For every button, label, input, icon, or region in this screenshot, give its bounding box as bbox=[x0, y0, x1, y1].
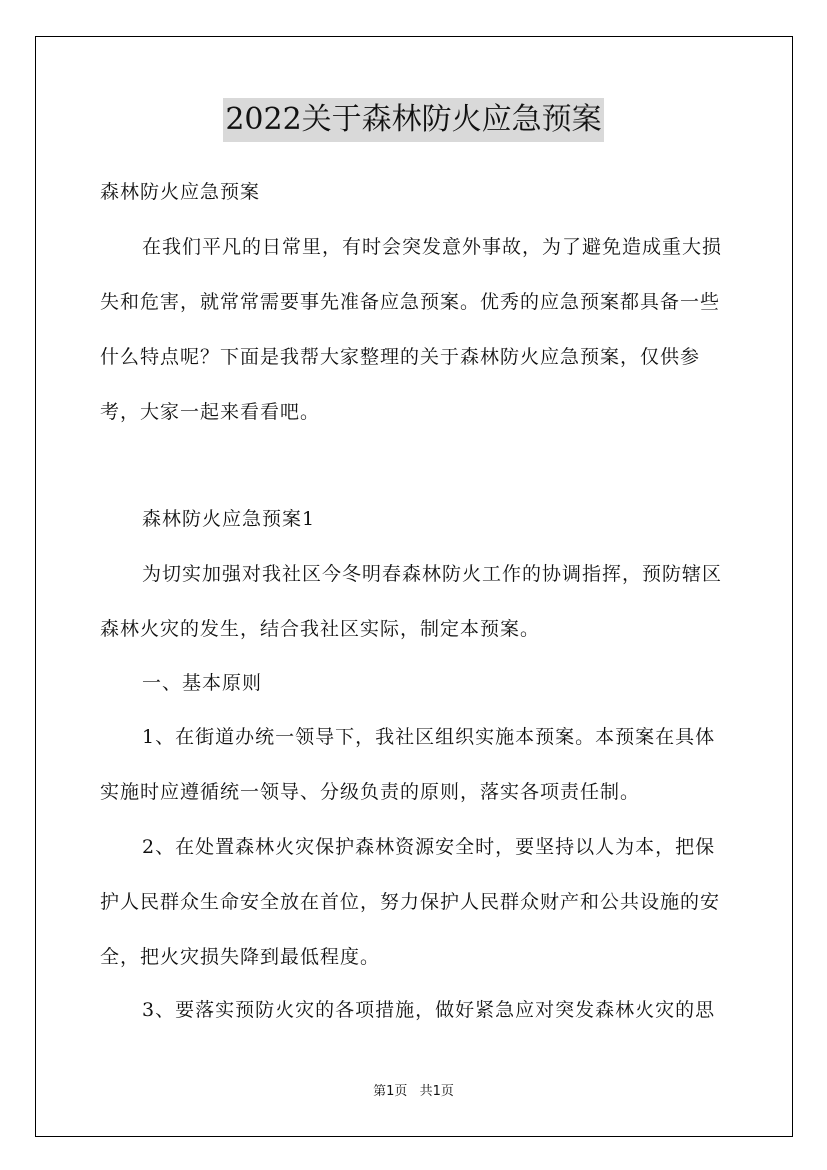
title-wrap bbox=[0, 98, 827, 142]
principle-heading: 一、基本原则 bbox=[142, 672, 263, 694]
page-footer bbox=[0, 1082, 827, 1102]
page-number-total: 共1页 bbox=[419, 1084, 454, 1099]
document-title: 2022关于森林防火应急预案 bbox=[223, 98, 603, 142]
principle-item-1: 1、在街道办统一领导下，我社区组织实施本预案。本预案在具体实施时应遵循统一领导、分级负责的原则，落实各项责任制。 bbox=[100, 726, 716, 803]
section-title: 森林防火应急预案1 bbox=[142, 508, 316, 530]
document-heading: 森林防火应急预案 bbox=[100, 181, 261, 203]
intro-paragraph: 在我们平凡的日常里，有时会突发意外事故，为了避免造成重大损失和危害，就常常需要事先准备应急预案。优秀的应急预案都具备一些什么特点呢？下面是我帮大家整理的关于森林防火应急预案，仅供参考，大家一起来看看吧。 bbox=[100, 236, 723, 423]
section-intro-paragraph: 为切实加强对我社区今冬明春森林防火工作的协调指挥，预防辖区森林火灾的发生，结合我社区实际，制定本预案。 bbox=[100, 563, 723, 640]
principle-item-2: 2、在处置森林火灾保护森林资源安全时，要坚持以人为本，把保护人民群众生命安全放在首位，努力保护人民群众财产和公共设施的安全，把火灾损失降到最低程度。 bbox=[100, 836, 721, 968]
page-number-current: 第1页 bbox=[373, 1084, 408, 1099]
principle-item-3: 3、要落实预防火灾的各项措施，做好紧急应对突发森林火灾的思 bbox=[142, 999, 716, 1021]
